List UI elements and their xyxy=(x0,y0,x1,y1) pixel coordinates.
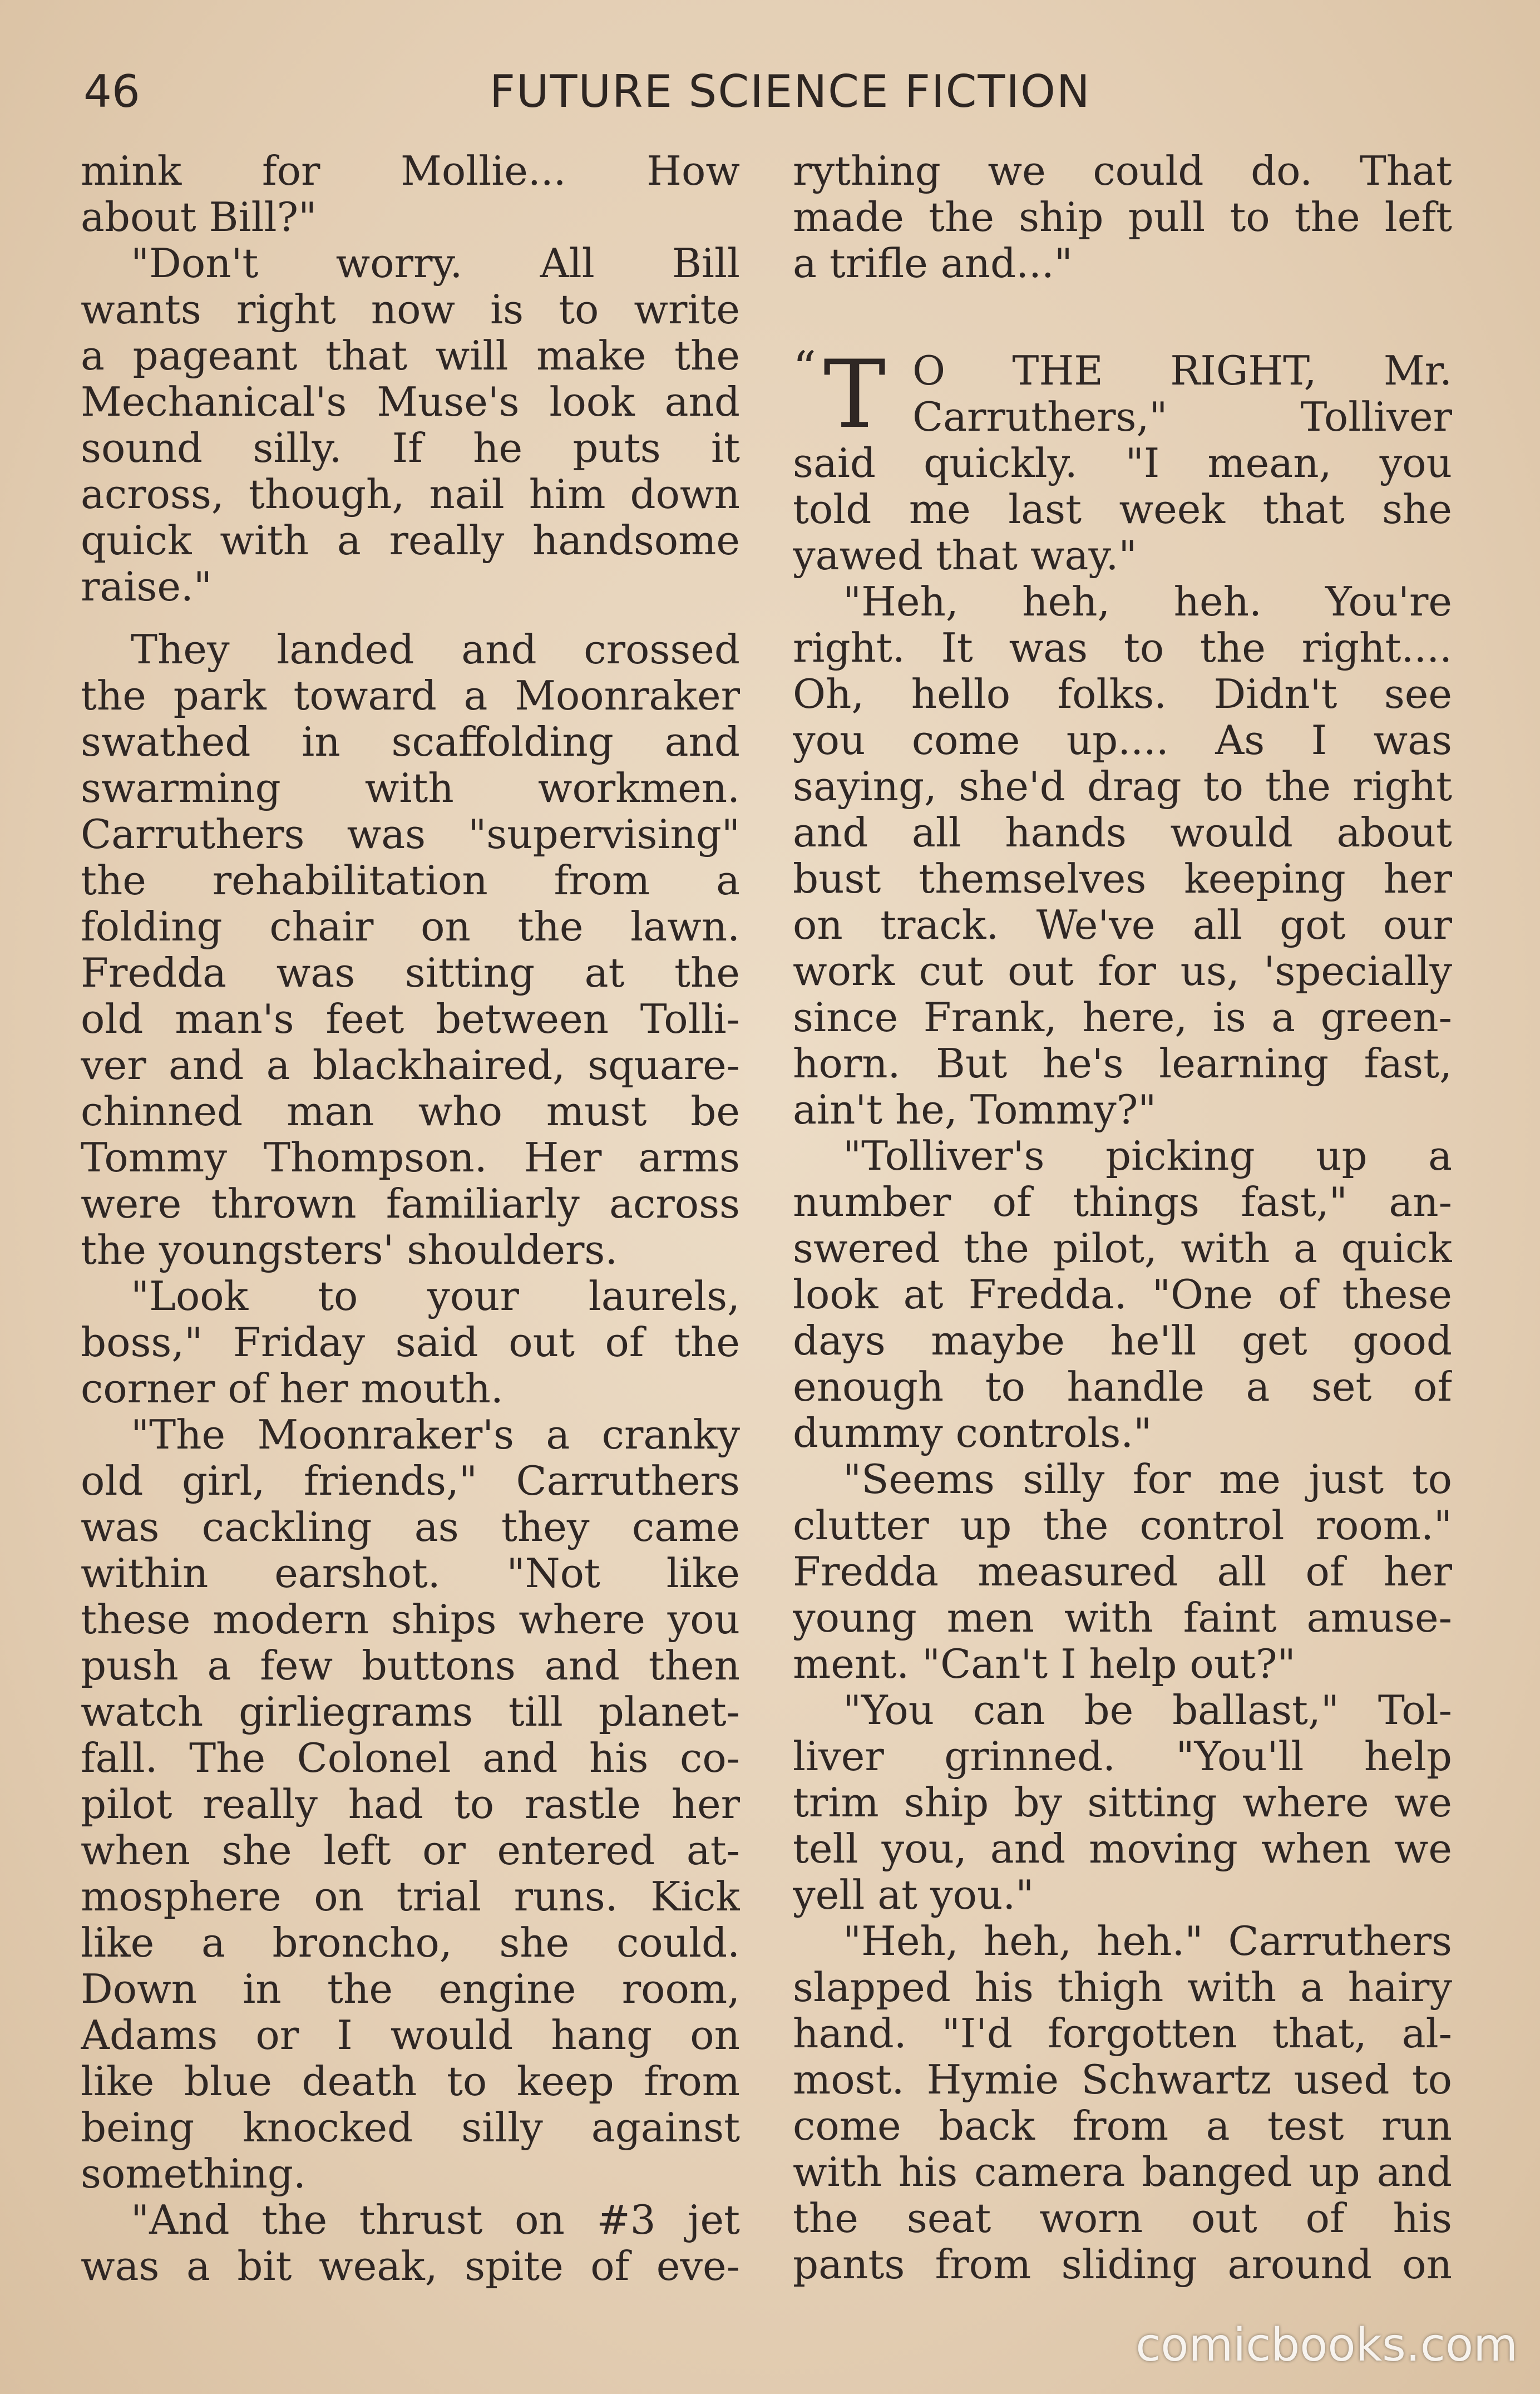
text-line: bust themselves keeping her xyxy=(793,856,1452,902)
text-line: saying, she'd drag to the right xyxy=(793,763,1452,810)
text-line: on track. We've all got our xyxy=(793,902,1452,948)
text-line: number of things fast," an- xyxy=(793,1179,1452,1225)
text-line: Mechanical's Muse's look and xyxy=(81,379,740,425)
text-line: young men with faint amuse- xyxy=(793,1595,1452,1641)
text-line: Fredda was sitting at the xyxy=(81,950,740,996)
text-line: when she left or entered at- xyxy=(81,1827,740,1874)
text-line: folding chair on the lawn. xyxy=(81,904,740,950)
text-line: right. It was to the right.... xyxy=(793,625,1452,671)
text-line: hand. "I'd forgotten that, al- xyxy=(793,2011,1452,2057)
text-line: mink for Mollie... How xyxy=(81,148,740,194)
text-line: most. Hymie Schwartz used to xyxy=(793,2057,1452,2103)
text-line: said quickly. "I mean, you xyxy=(793,440,1452,486)
text-line: old girl, friends," Carruthers xyxy=(81,1458,740,1504)
text-line: Carruthers was "supervising" xyxy=(81,811,740,858)
text-line: Adams or I would hang on xyxy=(81,2012,740,2058)
text-line: these modern ships where you xyxy=(81,1597,740,1643)
text-line: ver and a blackhaired, square- xyxy=(81,1042,740,1088)
dropcap-letter: T xyxy=(823,340,886,449)
text-line: days maybe he'll get good xyxy=(793,1318,1452,1364)
text-line: fall. The Colonel and his co- xyxy=(81,1735,740,1781)
text-line: They landed and crossed xyxy=(131,627,740,673)
text-line: raise." xyxy=(81,564,212,610)
text-line: a trifle and..." xyxy=(793,240,1073,287)
text-line: tell you, and moving when we xyxy=(793,1826,1452,1872)
text-line: you come up.... As I was xyxy=(793,717,1452,763)
text-line: since Frank, here, is a green- xyxy=(793,994,1452,1041)
text-line: swathed in scaffolding and xyxy=(81,719,740,765)
page-header xyxy=(83,66,1458,127)
text-line: and all hands would about xyxy=(793,810,1452,856)
text-line: swarming with workmen. xyxy=(81,765,740,811)
text-line: O THE RIGHT, Mr. xyxy=(912,348,1452,394)
text-line: liver grinned. "You'll help xyxy=(793,1733,1452,1780)
text-line: "And the thrust on #3 jet xyxy=(131,2197,740,2243)
text-line: a pageant that will make the xyxy=(81,333,740,379)
text-line: ment. "Can't I help out?" xyxy=(793,1641,1296,1687)
text-line: "Look to your laurels, xyxy=(131,1273,740,1319)
section-start xyxy=(793,340,1452,449)
text-line: watch girliegrams till planet- xyxy=(81,1689,740,1735)
text-line: swered the pilot, with a quick xyxy=(793,1225,1452,1272)
text-line: chinned man who must be xyxy=(81,1088,740,1135)
text-line: like a broncho, she could. xyxy=(81,1920,740,1966)
right-text-column xyxy=(793,148,1452,2307)
text-line: told me last week that she xyxy=(793,486,1452,533)
text-line: corner of her mouth. xyxy=(81,1366,504,1412)
text-line: "Seems silly for me just to xyxy=(843,1456,1452,1503)
page-number: 46 xyxy=(83,66,140,117)
text-line: mosphere on trial runs. Kick xyxy=(81,1874,740,1920)
text-line: yawed that way." xyxy=(793,533,1137,579)
text-line: with his camera banged up and xyxy=(793,2149,1452,2195)
text-line: trim ship by sitting where we xyxy=(793,1780,1452,1826)
text-line: made the ship pull to the left xyxy=(793,194,1452,240)
text-line: the rehabilitation from a xyxy=(81,858,740,904)
text-line: the youngsters' shoulders. xyxy=(81,1227,618,1273)
text-line: Fredda measured all of her xyxy=(793,1549,1452,1595)
text-line: across, though, nail him down xyxy=(81,471,740,518)
text-line: boss," Friday said out of the xyxy=(81,1319,740,1366)
text-line: "You can be ballast," Tol- xyxy=(843,1687,1452,1733)
text-line: Oh, hello folks. Didn't see xyxy=(793,671,1452,717)
text-line: like blue death to keep from xyxy=(81,2058,740,2105)
text-line: dummy controls." xyxy=(793,1410,1152,1456)
text-line: "Don't worry. All Bill xyxy=(131,240,740,287)
text-line: within earshot. "Not like xyxy=(81,1550,740,1597)
text-line: rything we could do. That xyxy=(793,148,1452,194)
text-line: the seat worn out of his xyxy=(793,2195,1452,2242)
text-line: quick with a really handsome xyxy=(81,518,740,564)
left-text-column xyxy=(81,148,740,2307)
text-line: "Tolliver's picking up a xyxy=(843,1133,1452,1179)
text-line: the park toward a Moonraker xyxy=(81,673,740,719)
text-line: "Heh, heh, heh." Carruthers xyxy=(843,1918,1452,1964)
text-line: clutter up the control room." xyxy=(793,1503,1452,1549)
text-line: "The Moonraker's a cranky xyxy=(131,1412,740,1458)
text-line: ain't he, Tommy?" xyxy=(793,1087,1157,1133)
dropcap-quote: “ xyxy=(793,342,816,395)
text-line: look at Fredda. "One of these xyxy=(793,1272,1452,1318)
site-watermark: comicbooks.com xyxy=(1136,2319,1518,2372)
text-line: "Heh, heh, heh. You're xyxy=(843,579,1452,625)
text-line: were thrown familiarly across xyxy=(81,1181,740,1227)
text-line: sound silly. If he puts it xyxy=(81,425,740,471)
text-line: enough to handle a set of xyxy=(793,1364,1452,1410)
text-line: Carruthers," Tolliver xyxy=(912,394,1452,440)
text-line: horn. But he's learning fast, xyxy=(793,1041,1452,1087)
text-line: push a few buttons and then xyxy=(81,1643,740,1689)
text-line: come back from a test run xyxy=(793,2103,1452,2149)
text-line: Tommy Thompson. Her arms xyxy=(81,1135,740,1181)
text-line: work cut out for us, 'specially xyxy=(793,948,1452,994)
text-line: wants right now is to write xyxy=(81,287,740,333)
text-line: old man's feet between Tolli- xyxy=(81,996,740,1042)
text-line: was cackling as they came xyxy=(81,1504,740,1550)
text-line: was a bit weak, spite of eve- xyxy=(81,2243,740,2289)
text-line: about Bill?" xyxy=(81,194,317,240)
text-line: pants from sliding around on xyxy=(793,2242,1452,2288)
text-line: something. xyxy=(81,2151,306,2197)
text-line: slapped his thigh with a hairy xyxy=(793,1964,1452,2011)
text-line: Down in the engine room, xyxy=(81,1966,740,2012)
text-line: being knocked silly against xyxy=(81,2105,740,2151)
text-line: yell at you." xyxy=(793,1872,1034,1918)
running-title: FUTURE SCIENCE FICTION xyxy=(490,66,1091,117)
text-line: pilot really had to rastle her xyxy=(81,1781,740,1827)
